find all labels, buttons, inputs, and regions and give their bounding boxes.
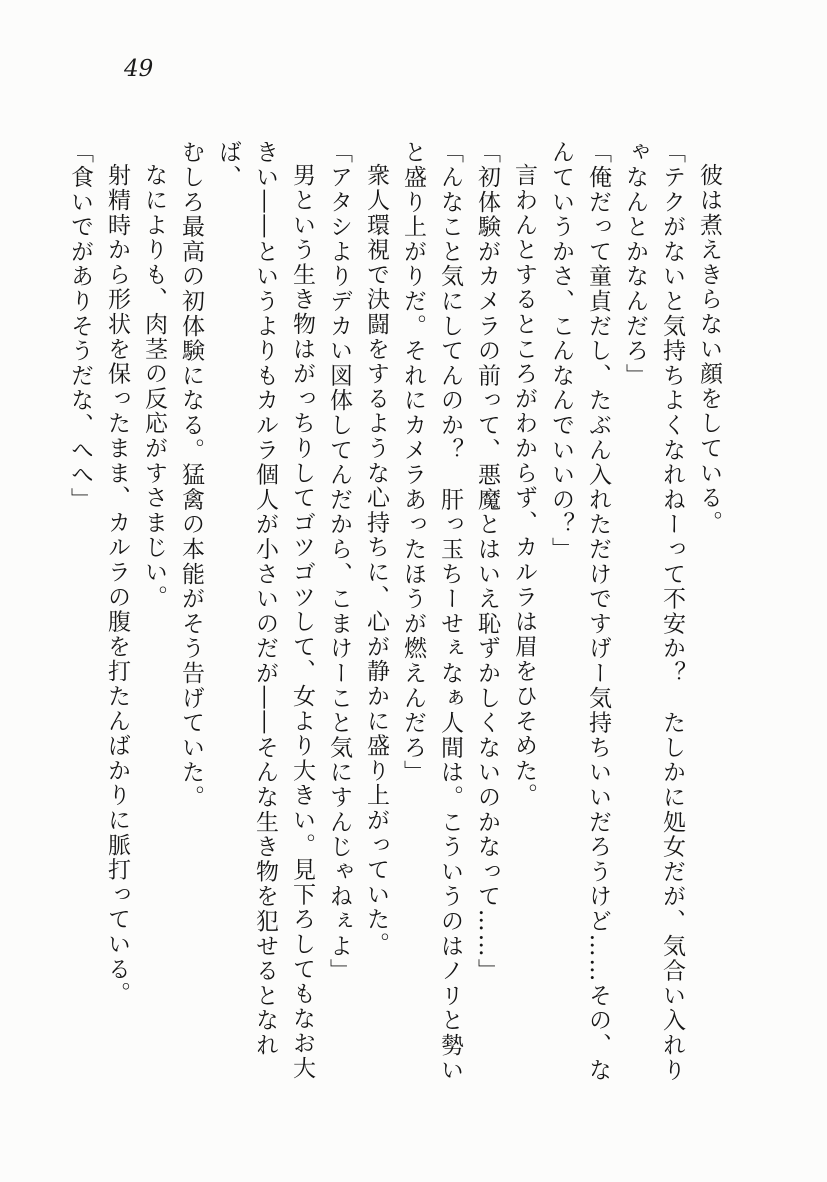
- text-line: 彼は煮えきらない顔をしている。: [696, 163, 722, 535]
- text-line: むしろ最高の初体験になる。猛禽の本能がそう告げていた。: [178, 140, 204, 810]
- text-line: 「んなこと気にしてんのか？ 肝っ玉ちーせぇなぁ人間は。こういうのはノリと勢い: [437, 140, 463, 1083]
- text-line: 射精時から形状を保ったまま、カルラの腹を打たんばかりに脈打っている。: [104, 163, 130, 1007]
- text-line: 男という生き物はがっちりしてゴツゴツして、女より大きい。見下ろしてもなお大: [289, 163, 315, 1081]
- text-line: 衆人環視で決闘をするような心持ちに、心が静かに盛り上がっていた。: [363, 163, 389, 957]
- text-line: ゃなんとかなんだろ」: [622, 140, 648, 388]
- page-number: 49: [124, 56, 154, 82]
- text-line: なによりも、肉茎の反応がすさまじい。: [141, 163, 167, 610]
- text-line: と盛り上がりだ。それにカメラあったほうが燃えんだろ」: [400, 140, 426, 785]
- text-line: 言わんとするところがわからず、カルラは眉をひそめた。: [511, 163, 537, 808]
- text-line: 「アタシよりデカい図体してんだから、こまけーこと気にすんじゃねぇよ」: [326, 140, 352, 984]
- text-line: 「俺だって童貞だし、たぶん入れただけですげー気持ちいいだろうけど……その、な: [585, 140, 611, 1083]
- text-line: 「食いでがありそうだな、へへ」: [67, 140, 93, 512]
- text-line: きい――というよりもカルラ個人が小さいのだが――そんな生き物を犯せるとなれば、: [215, 140, 278, 1058]
- text-line: 「テクがないと気持ちよくなれねーって不安か？ たしかに処女だが、気合い入れり: [659, 140, 685, 1083]
- text-line: 「初体験がカメラの前って、悪魔とはいえ恥ずかしくないのかなって……」: [474, 140, 500, 984]
- body-text-block: [61, 140, 727, 1092]
- text-line: んていうかさ、こんなんでいいの？」: [548, 140, 574, 562]
